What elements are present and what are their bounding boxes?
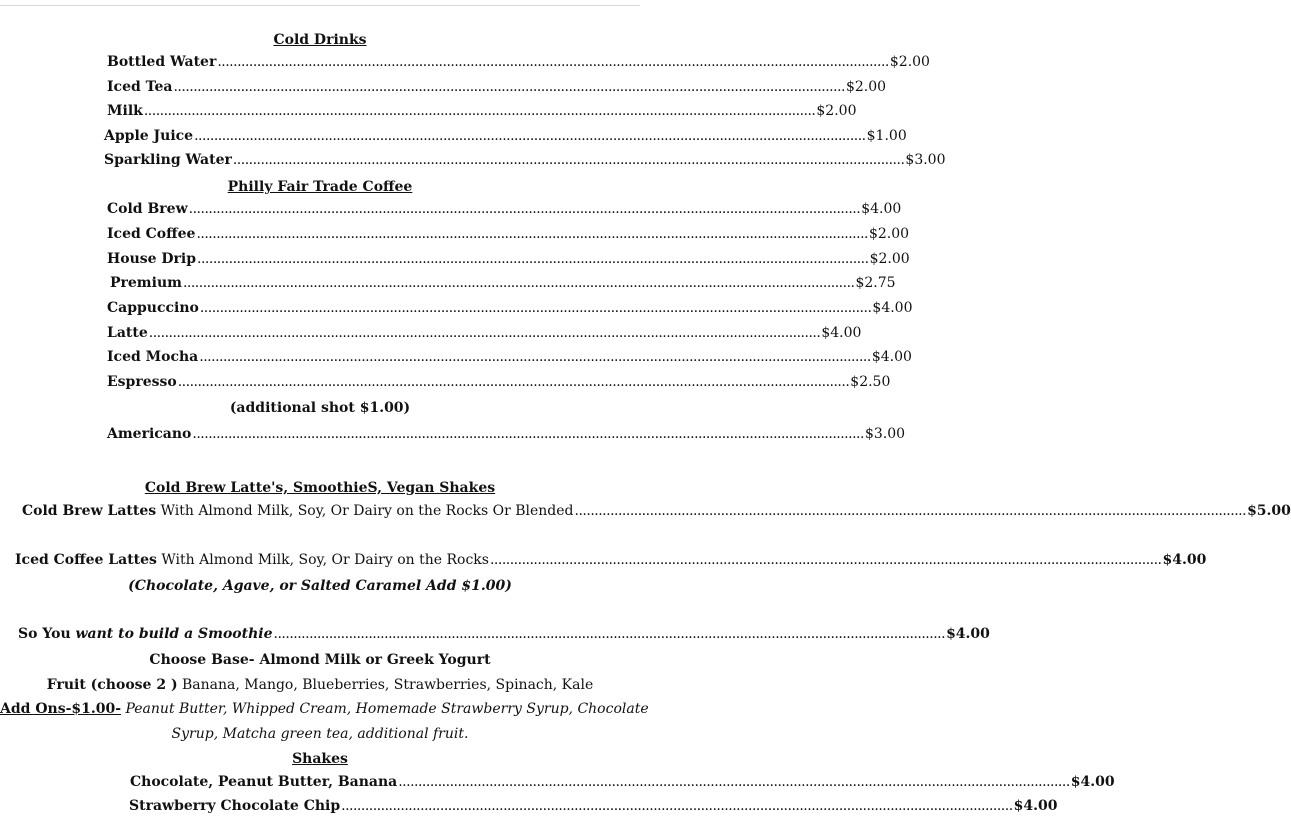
specials-heading: Cold Brew Latte's, SmoothieS, Vegan Shakes bbox=[144, 480, 496, 496]
item-price: $4.00 bbox=[946, 626, 990, 642]
menu-item-house-drip bbox=[107, 251, 910, 269]
item-name bbox=[22, 503, 574, 519]
leader-dots: .......................................................................................................................................................................... bbox=[489, 552, 1162, 568]
fruit-options: Banana, Mango, Blueberries, Strawberries, Spinach, Kale bbox=[177, 677, 594, 693]
item-description: With Almond Milk, Soy, Or Dairy on the Rocks Or Blended bbox=[156, 503, 574, 519]
leader-dots: .......................................................................................................................................................................... bbox=[188, 201, 861, 217]
menu-item-iced-mocha bbox=[107, 349, 912, 367]
item-name-italic: want to build a Smoothie bbox=[75, 626, 273, 642]
smoothie-addons-line-2: Syrup, Matcha green tea, additional fruit. bbox=[171, 726, 469, 742]
item-price: $5.00 bbox=[1247, 503, 1291, 519]
leader-dots: .......................................................................................................................................................................... bbox=[273, 626, 946, 642]
item-price: $4.00 bbox=[821, 325, 862, 341]
menu-item-apple-juice bbox=[104, 128, 907, 146]
menu-item-chocolate-shake bbox=[130, 774, 1115, 792]
item-name: Cold Brew bbox=[107, 201, 188, 217]
addons-label: Add Ons-$1.00- bbox=[0, 701, 122, 717]
item-price: $4.00 bbox=[1013, 798, 1058, 814]
item-name: Premium bbox=[110, 275, 182, 291]
leader-dots: .......................................................................................................................................................................... bbox=[182, 275, 855, 291]
menu-item-cold-brew-lattes bbox=[22, 503, 1291, 521]
item-name: Iced Coffee bbox=[107, 226, 196, 242]
fruit-label: Fruit (choose 2 ) bbox=[46, 677, 178, 693]
smoothie-base-line: Choose Base- Almond Milk or Greek Yogurt bbox=[149, 652, 491, 668]
item-name: Apple Juice bbox=[104, 128, 194, 144]
leader-dots: .......................................................................................................................................................................... bbox=[197, 251, 869, 267]
menu-item-cold-brew bbox=[107, 201, 902, 219]
leader-dots: .......................................................................................................................................................................... bbox=[177, 374, 850, 390]
item-name: Strawberry Chocolate Chip bbox=[129, 798, 341, 814]
item-price: $4.00 bbox=[871, 349, 912, 365]
coffee-heading: Philly Fair Trade Coffee bbox=[227, 179, 413, 195]
item-price: $2.00 bbox=[869, 251, 910, 267]
leader-dots: .......................................................................................................................................................................... bbox=[199, 349, 871, 365]
item-name: Chocolate, Peanut Butter, Banana bbox=[130, 774, 398, 790]
item-name-text: Iced Coffee Lattes bbox=[15, 552, 157, 568]
item-price: $1.00 bbox=[866, 128, 907, 144]
menu-item-smoothie bbox=[18, 626, 990, 644]
leader-dots: .......................................................................................................................................................................... bbox=[217, 54, 889, 70]
item-name-text: Cold Brew Lattes bbox=[22, 503, 157, 519]
flavor-add-on-note: (Chocolate, Agave, or Salted Caramel Add $1.00) bbox=[128, 578, 512, 594]
addons-options: Peanut Butter, Whipped Cream, Homemade Strawberry Syrup, Chocolate bbox=[121, 701, 649, 717]
menu-item-milk bbox=[107, 103, 857, 121]
leader-dots: .......................................................................................................................................................................... bbox=[199, 300, 872, 316]
item-description: With Almond Milk, Soy, Or Dairy on the Rocks bbox=[156, 552, 489, 568]
menu-item-latte bbox=[107, 325, 862, 343]
smoothie-addons-line bbox=[0, 701, 649, 717]
item-name: Espresso bbox=[107, 374, 177, 390]
item-name-prefix: So You bbox=[18, 626, 76, 642]
item-name bbox=[15, 552, 489, 568]
item-price: $2.00 bbox=[845, 79, 887, 95]
item-name: House Drip bbox=[107, 251, 197, 267]
item-name: Bottled Water bbox=[107, 54, 217, 70]
item-price: $2.00 bbox=[868, 226, 910, 242]
shakes-heading: Shakes bbox=[292, 751, 348, 767]
item-name: Iced Tea bbox=[107, 79, 173, 95]
leader-dots: .......................................................................................................................................................................... bbox=[398, 774, 1070, 790]
item-name: Americano bbox=[107, 426, 192, 442]
menu-item-espresso bbox=[107, 374, 891, 392]
item-price: $2.75 bbox=[855, 275, 896, 291]
item-name: Milk bbox=[107, 103, 143, 119]
item-price: $2.00 bbox=[816, 103, 857, 119]
item-price: $4.00 bbox=[872, 300, 913, 316]
item-price: $3.00 bbox=[905, 152, 946, 168]
menu-item-cappuccino bbox=[107, 300, 913, 318]
item-price: $4.00 bbox=[1162, 552, 1207, 568]
leader-dots: .......................................................................................................................................................................... bbox=[574, 503, 1247, 519]
menu-item-strawberry-shake bbox=[129, 798, 1058, 816]
leader-dots: .......................................................................................................................................................................... bbox=[196, 226, 868, 242]
cold-drinks-heading: Cold Drinks bbox=[273, 32, 367, 48]
leader-dots: .......................................................................................................................................................................... bbox=[148, 325, 821, 341]
item-name: Cappuccino bbox=[107, 300, 199, 316]
leader-dots: .......................................................................................................................................................................... bbox=[341, 798, 1013, 814]
menu-item-iced-coffee bbox=[107, 226, 910, 244]
item-name bbox=[18, 626, 273, 642]
item-price: $2.00 bbox=[889, 54, 930, 70]
leader-dots: .......................................................................................................................................................................... bbox=[173, 79, 845, 95]
item-name: Iced Mocha bbox=[107, 349, 199, 365]
item-price: $2.50 bbox=[850, 374, 891, 390]
menu-item-iced-coffee-lattes bbox=[15, 552, 1207, 570]
menu-item-americano bbox=[107, 426, 906, 444]
item-name: Sparkling Water bbox=[104, 152, 232, 168]
menu-item-sparkling-water bbox=[104, 152, 946, 170]
item-name: Latte bbox=[107, 325, 148, 341]
item-price: $4.00 bbox=[861, 201, 902, 217]
leader-dots: .......................................................................................................................................................................... bbox=[192, 426, 864, 442]
menu-item-premium bbox=[110, 275, 896, 293]
leader-dots: .......................................................................................................................................................................... bbox=[232, 152, 905, 168]
item-price: $4.00 bbox=[1070, 774, 1115, 790]
menu-item-bottled-water bbox=[107, 54, 930, 72]
top-divider bbox=[0, 0, 640, 6]
menu-item-iced-tea bbox=[107, 79, 887, 97]
item-price: $3.00 bbox=[864, 426, 906, 442]
leader-dots: .......................................................................................................................................................................... bbox=[143, 103, 816, 119]
leader-dots: .......................................................................................................................................................................... bbox=[194, 128, 866, 144]
espresso-shot-note: (additional shot $1.00) bbox=[229, 400, 411, 416]
smoothie-fruit-line bbox=[0, 677, 640, 693]
